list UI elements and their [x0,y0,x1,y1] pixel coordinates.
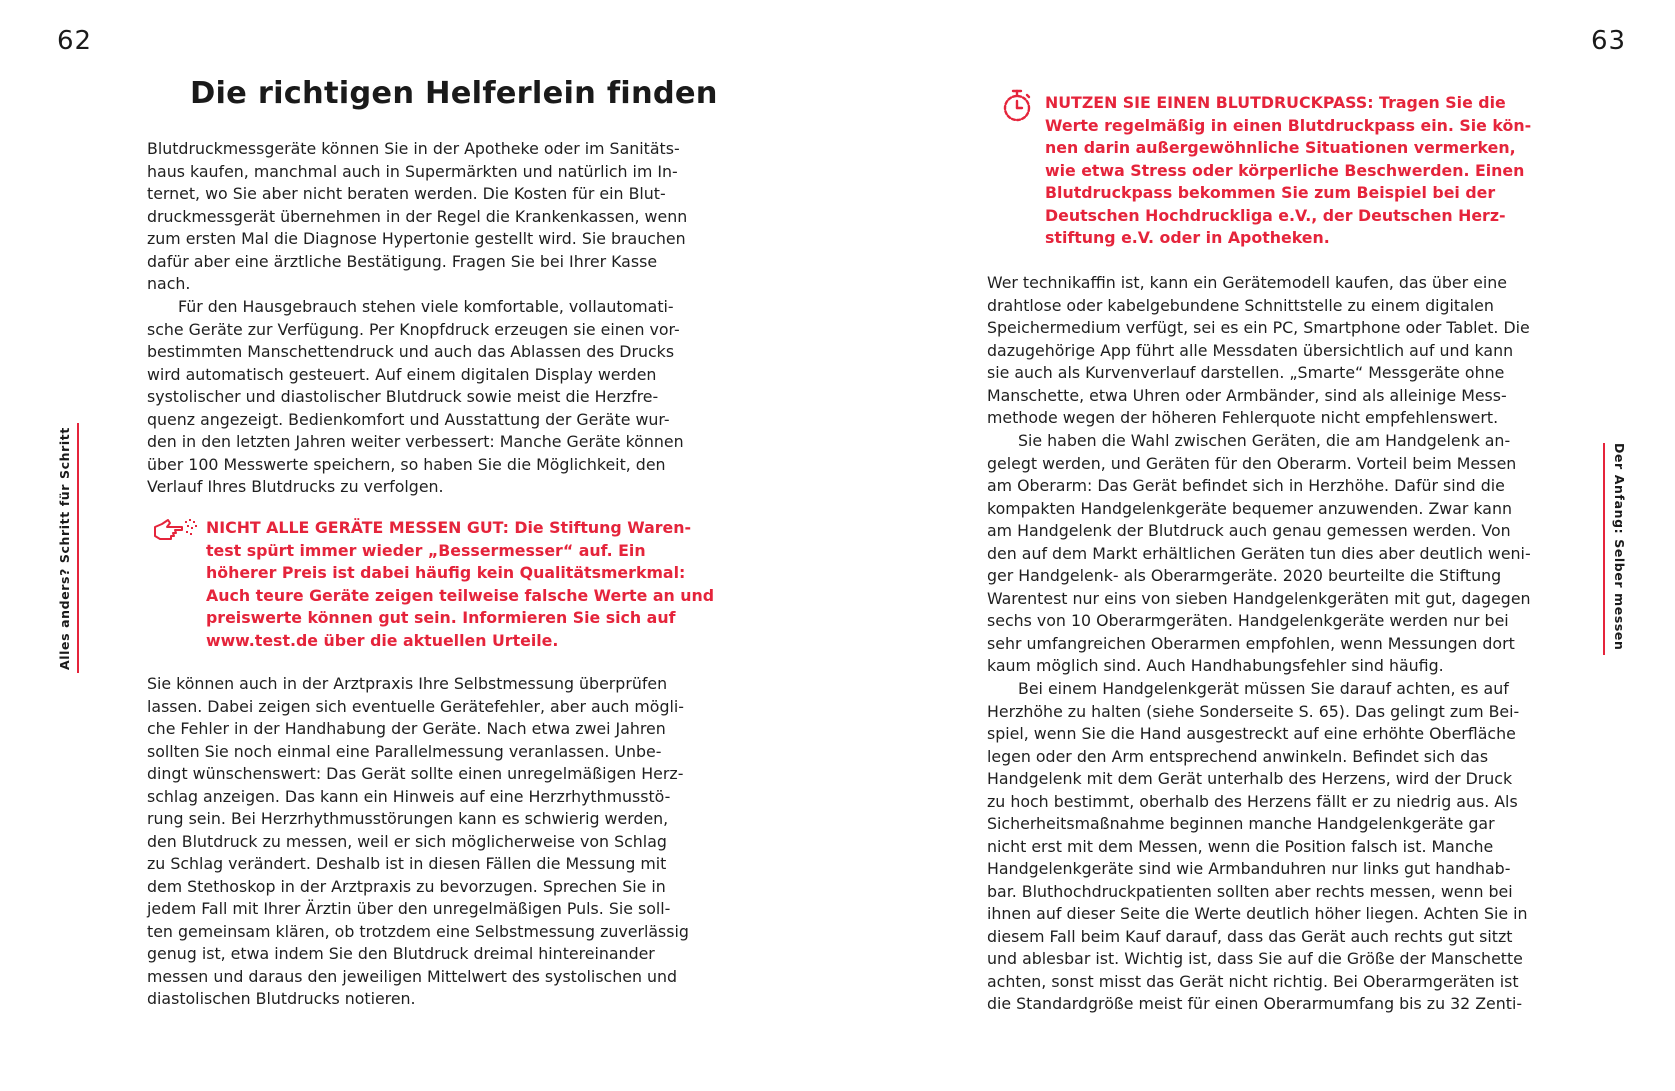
left-callout-note [206,517,714,652]
page-title: Die richtigen Helferlein finden [190,76,718,111]
text-line: jedem Fall mit Ihrer Ärztin über den unregelmäßigen Puls. Sie soll- [147,899,671,918]
text-line: bestimmten Manschettendruck und auch das Ablassen des Drucks [147,342,675,361]
text-line: sie auch als Kurvenverlauf darstellen. „Smarte“ Messgeräte ohne [987,363,1505,382]
text-line: genug ist, etwa indem Sie den Blutdruck dreimal hintereinander [147,944,655,963]
text-line: kaum möglich sind. Auch Handhabungsfehler sind häufig. [987,656,1444,675]
text-line: gelegt werden, und Geräten für den Oberarm. Vorteil beim Messen [987,453,1517,473]
text-line: diesem Fall beim Kauf darauf, dass das Gerät auch rechts gut sitzt [987,926,1513,946]
running-head-rule-left [77,423,79,673]
text-line: stiftung e.V. oder in Apotheken. [1045,228,1330,247]
left-paragraph-3 [147,673,692,1011]
text-line: Herzhöhe zu halten (siehe Sonderseite S. 65). Das gelingt zum Bei- [987,701,1520,721]
left-paragraph-1 [147,138,692,296]
text-line: schlag anzeigen. Das kann ein Hinweis auf eine Herzrhythmusstö- [147,786,671,806]
text-line: dingt wünschenswert: Das Gerät sollte einen unregelmäßigen Herz- [147,764,684,783]
text-line: systolischer und diastolischer Blutdruck sowie meist die Herzfre- [147,387,659,406]
running-head-right: Der Anfang: Selber messen [1612,443,1627,651]
text-line: Handgelenkgeräte sind wie Armbanduhren nur links gut handhab- [987,859,1511,878]
text-line: methode wegen der höheren Fehlerquote nicht empfehlenswert. [987,408,1499,427]
text-line: dafür aber eine ärztliche Bestätigung. Fragen Sie bei Ihrer Kasse [147,251,658,271]
text-line: kompakten Handgelenkgeräte bequemer anzuwenden. Zwar kann [987,498,1512,518]
page-number-right: 63 [1591,26,1627,56]
text-line: Blutdruckmessgeräte können Sie in der Apotheke oder im Sanitäts- [147,139,680,158]
text-line: messen und daraus den jeweiligen Mittelwert des systolischen und [147,966,678,986]
text-line: wie etwa Stress oder körperliche Beschwerden. Einen [1045,160,1525,180]
right-paragraph-2 [987,430,1532,678]
text-line: Handgelenk mit dem Gerät unterhalb des Herzens, wird der Druck [987,769,1513,788]
text-line: Sie können auch in der Arztpraxis Ihre Selbstmessung überprüfen [147,674,668,693]
text-line: diastolischen Blutdrucks notieren. [147,989,416,1008]
text-line: Deutschen Hochdruckliga e.V., der Deutschen Herz- [1045,205,1506,225]
text-line: nicht erst mit dem Messen, wenn die Position falsch ist. Manche [987,836,1494,856]
page-number-left: 62 [57,26,93,56]
text-line: den Blutdruck zu messen, weil er sich möglicherweise von Schlag [147,831,667,851]
text-line: und ablesbar ist. Wichtig ist, dass Sie auf die Größe der Manschette [987,949,1523,968]
text-line: den in den letzten Jahren weiter verbessert: Manche Geräte können [147,432,684,451]
text-line: ten gemeinsam klären, ob trotzdem eine Selbstmessung zuverlässig [147,921,689,941]
text-line: ternet, wo Sie aber nicht beraten werden. Die Kosten für ein Blut- [147,184,666,203]
text-line: lassen. Dabei zeigen sich eventuelle Gerätefehler, aber auch mögli- [147,696,684,716]
text-line: Warentest nur eins von sieben Handgelenkgeräten mit gut, dagegen [987,588,1531,608]
left-paragraph-2 [147,296,692,499]
text-line: höherer Preis ist dabei häufig kein Qualitätsmerkmal: [206,563,686,582]
text-line: die Standardgröße meist für einen Oberarmumfang bis zu 32 Zenti- [987,994,1523,1013]
text-line: am Handgelenk der Blutdruck auch genau gemessen werden. Von [987,521,1511,540]
text-line: sehr umfangreichen Oberarmen empfohlen, wenn Messungen dort [987,633,1515,653]
text-line: haus kaufen, manchmal auch in Supermärkten und natürlich im In- [147,161,678,181]
text-line: sollten Sie noch einmal eine Parallelmessung veranlassen. Unbe- [147,741,662,761]
text-line: den auf dem Markt erhältlichen Geräten tun dies aber deutlich weni- [987,543,1531,563]
text-line: Blutdruckpass bekommen Sie zum Beispiel bei der [1045,183,1496,202]
text-line: Auch teure Geräte zeigen teilweise falsche Werte an und [206,585,715,605]
pointing-hand-icon [152,515,202,545]
text-line: sche Geräte zur Verfügung. Per Knopfdruck erzeugen sie einen vor- [147,319,680,339]
text-line: Manschette, etwa Uhren oder Armbänder, sind als alleinige Mess- [987,385,1507,405]
text-line: zum ersten Mal die Diagnose Hypertonie gestellt wird. Sie brauchen [147,229,686,248]
text-line: Verlauf Ihres Blutdrucks zu verfolgen. [147,477,444,496]
text-line: zu hoch bestimmt, oberhalb des Herzens fällt er zu niedrig aus. Als [987,791,1518,811]
text-line: quenz angezeigt. Bedienkomfort und Ausstattung der Geräte wur- [147,409,670,429]
text-line: spiel, wenn Sie die Hand ausgestreckt auf eine erhöhte Oberfläche [987,724,1516,743]
text-line: bar. Bluthochdruckpatienten sollten aber rechts messen, wenn bei [987,881,1513,901]
text-line: preiswerte können gut sein. Informieren Sie sich auf [206,608,676,627]
text-line: Speichermedium verfügt, sei es ein PC, Smartphone oder Tablet. Die [987,318,1530,337]
text-line: Sicherheitsmaßnahme beginnen manche Handgelenkgeräte gar [987,814,1495,833]
text-line: ger Handgelenk- als Oberarmgeräte. 2020 beurteilte die Stiftung [987,566,1502,585]
text-line: NUTZEN SIE EINEN BLUTDRUCKPASS: Tragen Sie die [1045,93,1506,112]
stopwatch-icon [1000,88,1034,124]
text-line: che Fehler in der Handhabung der Geräte. Nach etwa zwei Jahren [147,719,666,738]
text-line: druckmessgerät übernehmen in der Regel die Krankenkassen, wenn [147,206,688,226]
text-line: www.test.de über die aktuellen Urteile. [206,630,559,650]
right-paragraph-1 [987,272,1532,430]
text-line: test spürt immer wieder „Bessermesser“ auf. Ein [206,540,646,560]
text-line: Wer technikaffin ist, kann ein Gerätemodell kaufen, das über eine [987,273,1508,292]
running-head-left: Alles anders? Schritt für Schritt [57,427,72,670]
text-line: am Oberarm: Das Gerät befindet sich in Herzhöhe. Dafür sind die [987,476,1505,495]
text-line: dazugehörige App führt alle Messdaten übersichtlich auf und kann [987,340,1514,360]
text-line: Sie haben die Wahl zwischen Geräten, die am Handgelenk an- [1018,431,1511,450]
right-callout-note [1045,92,1531,250]
text-line: dem Stethoskop in der Arztpraxis zu bevorzugen. Sprechen Sie in [147,876,666,896]
text-line: legen oder den Arm entsprechend anwinkeln. Befindet sich das [987,746,1489,766]
text-line: sechs von 10 Oberarmgeräten. Handgelenkgeräte werden nur bei [987,611,1509,630]
text-line: nen darin außergewöhnliche Situationen vermerken, [1045,138,1516,157]
text-line: über 100 Messwerte speichern, so haben Sie die Möglichkeit, den [147,454,666,474]
text-line: wird automatisch gesteuert. Auf einem digitalen Display werden [147,364,657,384]
text-line: rung sein. Bei Herzrhythmusstörungen kann es schwierig werden, [147,809,669,828]
text-line: ihnen auf dieser Seite die Werte deutlich höher liegen. Achten Sie in [987,904,1528,923]
text-line: drahtlose oder kabelgebundene Schnittstelle zu einem digitalen [987,295,1494,315]
text-line: Bei einem Handgelenkgerät müssen Sie darauf achten, es auf [1018,679,1509,698]
text-line: nach. [147,274,191,293]
text-line: achten, sonst misst das Gerät nicht richtig. Bei Oberarmgeräten ist [987,971,1519,991]
running-head-rule-right [1603,443,1605,655]
text-line: NICHT ALLE GERÄTE MESSEN GUT: Die Stiftung Waren- [206,518,692,537]
right-paragraph-3 [987,678,1532,1016]
text-line: zu Schlag verändert. Deshalb ist in diesen Fällen die Messung mit [147,854,667,873]
text-line: Werte regelmäßig in einen Blutdruckpass ein. Sie kön- [1045,115,1532,135]
text-line: Für den Hausgebrauch stehen viele komfortable, vollautomati- [178,297,674,316]
